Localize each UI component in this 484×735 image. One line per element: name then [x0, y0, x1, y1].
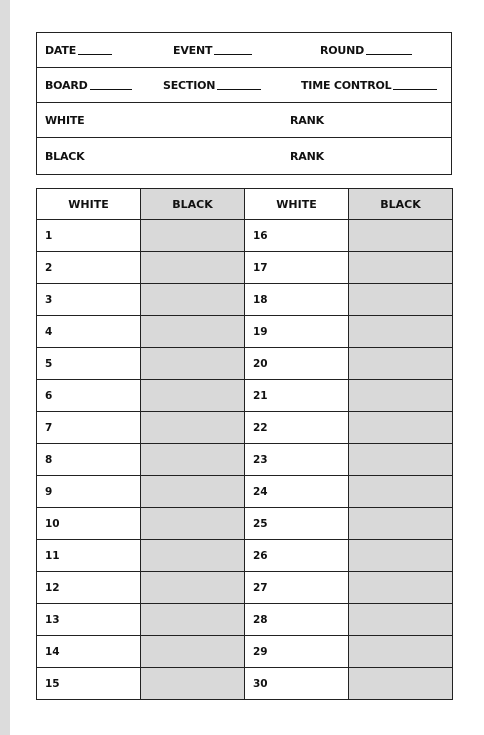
table-row: [37, 284, 453, 316]
date-field[interactable]: [45, 33, 112, 67]
white-move-cell[interactable]: 24: [245, 476, 349, 508]
col-header-black-left: BLACK: [141, 189, 245, 220]
date-label: DATE: [45, 43, 77, 57]
table-row: [37, 412, 453, 444]
black-move-cell[interactable]: [349, 476, 453, 508]
black-move-cell[interactable]: [141, 636, 245, 668]
moves-table: [36, 188, 453, 700]
black-move-cell[interactable]: [349, 668, 453, 700]
info-row-white-player: [37, 103, 451, 138]
scoresheet: [36, 32, 453, 700]
white-move-cell[interactable]: 17: [245, 252, 349, 284]
white-move-cell[interactable]: 20: [245, 348, 349, 380]
white-move-cell[interactable]: 13: [37, 604, 141, 636]
event-field[interactable]: [173, 33, 252, 67]
white-move-cell[interactable]: 2: [37, 252, 141, 284]
table-row: [37, 636, 453, 668]
black-move-cell[interactable]: [141, 476, 245, 508]
black-move-cell[interactable]: [141, 604, 245, 636]
table-row: [37, 668, 453, 700]
table-row: [37, 316, 453, 348]
black-move-cell[interactable]: [141, 508, 245, 540]
white-move-cell[interactable]: 14: [37, 636, 141, 668]
time-control-blank[interactable]: [393, 81, 437, 90]
round-blank[interactable]: [366, 46, 412, 55]
black-move-cell[interactable]: [349, 284, 453, 316]
white-move-cell[interactable]: 1: [37, 220, 141, 252]
event-label: EVENT: [173, 43, 213, 57]
info-row-board-section-time: [37, 68, 451, 103]
table-row: [37, 604, 453, 636]
time-control-label: TIME CONTROL: [301, 78, 392, 92]
white-move-cell[interactable]: 23: [245, 444, 349, 476]
table-row: [37, 444, 453, 476]
black-move-cell[interactable]: [141, 412, 245, 444]
board-field[interactable]: [45, 68, 132, 102]
white-move-cell[interactable]: 5: [37, 348, 141, 380]
white-move-cell[interactable]: 12: [37, 572, 141, 604]
white-move-cell[interactable]: 22: [245, 412, 349, 444]
white-rank-label[interactable]: RANK: [290, 113, 324, 127]
black-move-cell[interactable]: [141, 284, 245, 316]
black-move-cell[interactable]: [349, 380, 453, 412]
table-row: [37, 252, 453, 284]
white-move-cell[interactable]: 30: [245, 668, 349, 700]
info-row-date-event-round: [37, 33, 451, 68]
black-move-cell[interactable]: [141, 668, 245, 700]
info-row-black-player: [37, 138, 451, 174]
table-row: [37, 540, 453, 572]
black-move-cell[interactable]: [349, 636, 453, 668]
board-blank[interactable]: [90, 81, 132, 90]
black-move-cell[interactable]: [349, 316, 453, 348]
white-move-cell[interactable]: 16: [245, 220, 349, 252]
event-blank[interactable]: [214, 46, 252, 55]
white-move-cell[interactable]: 27: [245, 572, 349, 604]
table-row: [37, 380, 453, 412]
black-move-cell[interactable]: [349, 444, 453, 476]
table-row: [37, 220, 453, 252]
white-move-cell[interactable]: 25: [245, 508, 349, 540]
black-move-cell[interactable]: [141, 444, 245, 476]
white-move-cell[interactable]: 18: [245, 284, 349, 316]
white-move-cell[interactable]: 29: [245, 636, 349, 668]
black-move-cell[interactable]: [141, 380, 245, 412]
black-move-cell[interactable]: [349, 252, 453, 284]
section-label: SECTION: [163, 78, 216, 92]
table-row: [37, 572, 453, 604]
table-row: [37, 476, 453, 508]
black-move-cell[interactable]: [141, 220, 245, 252]
white-move-cell[interactable]: 26: [245, 540, 349, 572]
black-move-cell[interactable]: [141, 348, 245, 380]
black-move-cell[interactable]: [349, 508, 453, 540]
black-move-cell[interactable]: [349, 604, 453, 636]
white-move-cell[interactable]: 7: [37, 412, 141, 444]
white-move-cell[interactable]: 9: [37, 476, 141, 508]
black-rank-label[interactable]: RANK: [290, 149, 324, 163]
white-move-cell[interactable]: 21: [245, 380, 349, 412]
white-move-cell[interactable]: 28: [245, 604, 349, 636]
col-header-black-right: BLACK: [349, 189, 453, 220]
time-control-field[interactable]: [301, 68, 437, 102]
white-move-cell[interactable]: 8: [37, 444, 141, 476]
col-header-white-right: WHITE: [245, 189, 349, 220]
white-player-label[interactable]: WHITE: [45, 113, 85, 127]
game-info-header: [36, 32, 452, 175]
black-move-cell[interactable]: [141, 540, 245, 572]
white-move-cell[interactable]: 6: [37, 380, 141, 412]
round-field[interactable]: [320, 33, 412, 67]
black-move-cell[interactable]: [141, 572, 245, 604]
white-move-cell[interactable]: 15: [37, 668, 141, 700]
table-row: [37, 348, 453, 380]
white-move-cell[interactable]: 11: [37, 540, 141, 572]
black-move-cell[interactable]: [349, 220, 453, 252]
black-move-cell[interactable]: [141, 316, 245, 348]
round-label: ROUND: [320, 43, 365, 57]
section-blank[interactable]: [217, 81, 261, 90]
black-move-cell[interactable]: [349, 412, 453, 444]
col-header-white-left: WHITE: [37, 189, 141, 220]
white-move-cell[interactable]: 19: [245, 316, 349, 348]
black-move-cell[interactable]: [349, 572, 453, 604]
date-blank[interactable]: [78, 46, 112, 55]
black-move-cell[interactable]: [349, 540, 453, 572]
moves-body: [37, 220, 453, 700]
moves-header-row: [37, 189, 453, 220]
white-move-cell[interactable]: 4: [37, 316, 141, 348]
table-row: [37, 508, 453, 540]
white-move-cell[interactable]: 10: [37, 508, 141, 540]
white-move-cell[interactable]: 3: [37, 284, 141, 316]
black-player-label[interactable]: BLACK: [45, 149, 85, 163]
board-label: BOARD: [45, 78, 88, 92]
black-move-cell[interactable]: [349, 348, 453, 380]
left-margin-strip: [0, 0, 10, 735]
black-move-cell[interactable]: [141, 252, 245, 284]
section-field[interactable]: [163, 68, 261, 102]
